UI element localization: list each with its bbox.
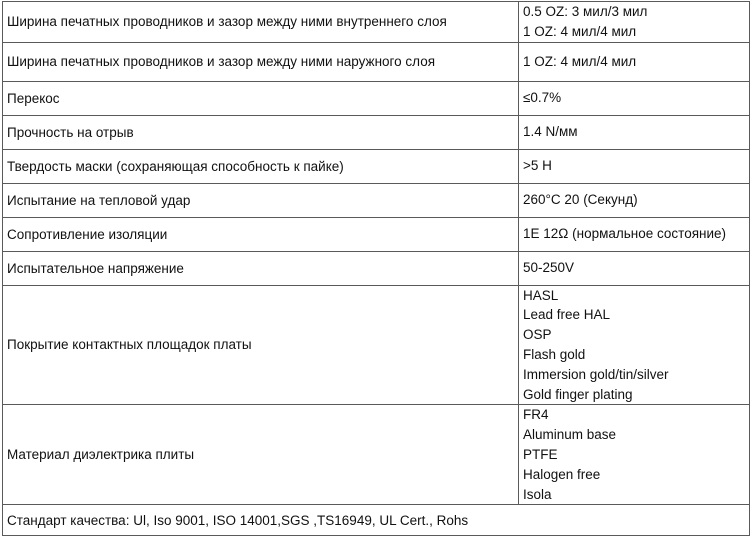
value-line: ≤0.7% — [523, 90, 562, 106]
table-row — [3, 81, 750, 115]
row-value — [519, 2, 750, 43]
row-label: Перекос — [3, 81, 519, 115]
row-value — [519, 115, 750, 149]
value-line: Flash gold — [523, 346, 586, 362]
row-label: Ширина печатных проводников и зазор между ними внутреннего слоя — [3, 2, 519, 43]
table-row — [3, 149, 750, 183]
table-row — [3, 285, 750, 405]
value-line: Halogen free — [523, 466, 601, 482]
row-value — [519, 217, 750, 251]
value-line: 50-250V — [523, 260, 575, 276]
row-label: Сопротивление изоляции — [3, 217, 519, 251]
row-label: Испытание на тепловой удар — [3, 183, 519, 217]
table-row — [3, 405, 750, 505]
row-label: Ширина печатных проводников и зазор между ними наружного слоя — [3, 42, 519, 81]
table-row — [3, 183, 750, 217]
value-line: Isola — [523, 486, 552, 502]
value-line: 1 OZ: 4 мил/4 мил — [523, 23, 637, 39]
value-line: HASL — [523, 287, 559, 303]
row-label: Покрытие контактных площадок платы — [3, 285, 519, 405]
value-line: FR4 — [523, 407, 549, 423]
value-line: Gold finger plating — [523, 386, 633, 402]
row-value — [519, 405, 750, 505]
quality-standard: Стандарт качества: Ul, Iso 9001, ISO 14001,SGS ,TS16949, UL Cert., Rohs — [3, 505, 750, 536]
row-value — [519, 285, 750, 405]
table-row — [3, 251, 750, 285]
value-line: 260°C 20 (Секунд) — [523, 192, 638, 208]
row-value — [519, 81, 750, 115]
row-value — [519, 42, 750, 81]
footer-row — [3, 505, 750, 536]
row-label: Материал диэлектрика плиты — [3, 405, 519, 505]
table-row — [3, 217, 750, 251]
value-line: >5 H — [523, 158, 552, 174]
row-value — [519, 251, 750, 285]
value-line: PTFE — [523, 446, 558, 462]
row-value — [519, 183, 750, 217]
row-label: Твердость маски (сохраняющая способность к пайке) — [3, 149, 519, 183]
table-row — [3, 2, 750, 43]
value-line: 1.4 N/мм — [523, 124, 578, 140]
row-label: Испытательное напряжение — [3, 251, 519, 285]
value-line: 1E 12Ω (нормальное состояние) — [523, 226, 727, 242]
value-line: 0.5 OZ: 3 мил/3 мил — [523, 4, 648, 19]
table-row — [3, 42, 750, 81]
value-line: 1 OZ: 4 мил/4 мил — [523, 53, 637, 69]
table-row — [3, 115, 750, 149]
row-label: Прочность на отрыв — [3, 115, 519, 149]
value-line: Immersion gold/tin/silver — [523, 366, 669, 382]
value-line: Aluminum base — [523, 427, 617, 443]
row-value — [519, 149, 750, 183]
value-line: OSP — [523, 327, 552, 343]
value-line: Lead free HAL — [523, 307, 611, 323]
spec-table — [2, 1, 750, 536]
